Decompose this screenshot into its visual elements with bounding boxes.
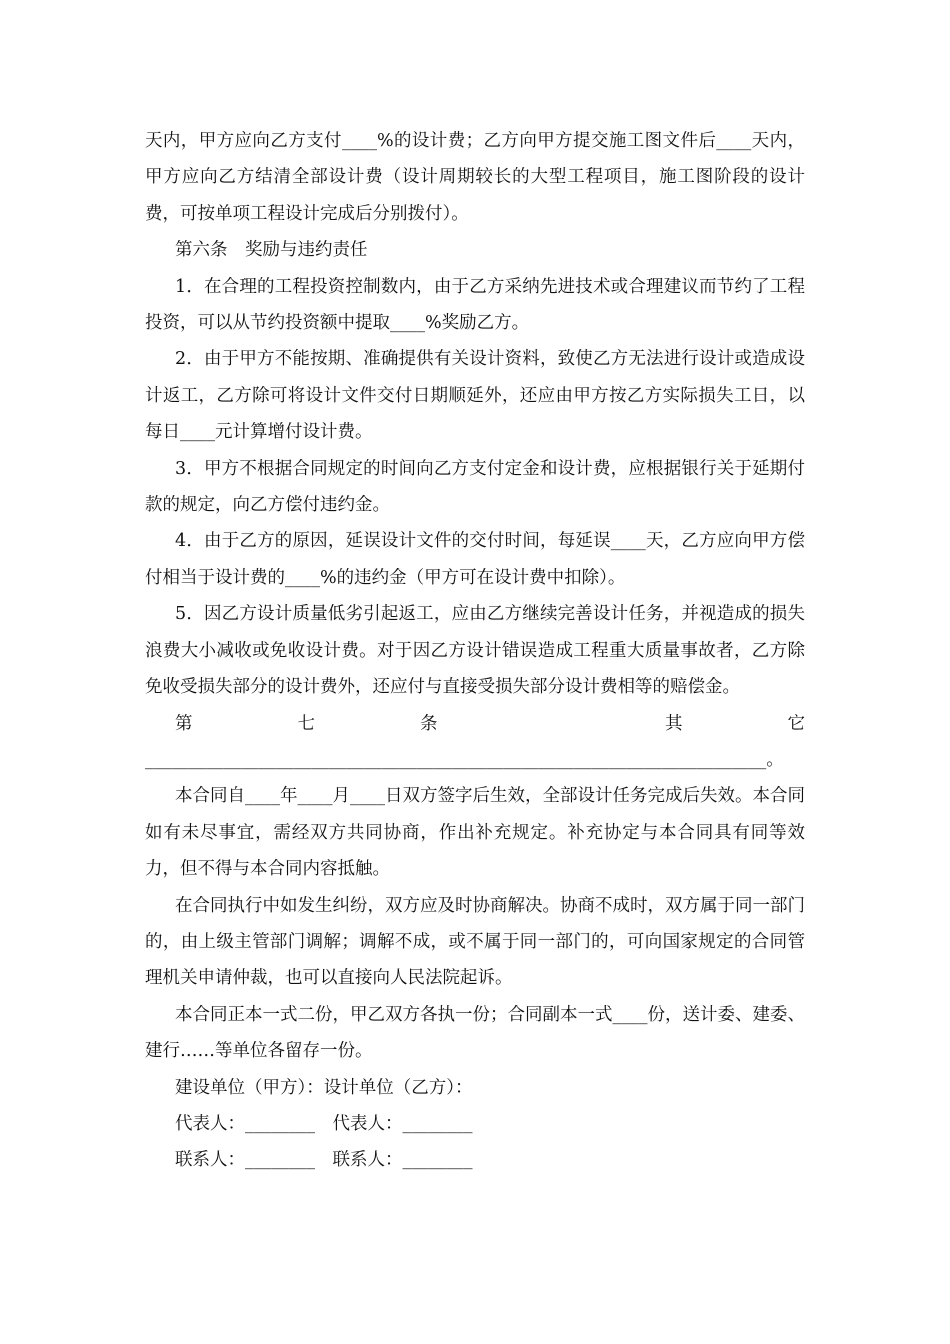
contract-body <box>145 123 805 1179</box>
article-seven-paragraph: 第七条 其它_______________________________________________________________________。 <box>145 713 805 770</box>
clause-4-paragraph: 4．由于乙方的原因，延误设计文件的交付时间，每延误____天，乙方应向甲方偿付相当于设计费的____%的违约金（甲方可在设计费中扣除）。 <box>145 531 805 588</box>
effective-date-paragraph: 本合同自____年____月____日双方签字后生效，全部设计任务完成后失效。本合同如有未尽事宜，需经双方共同协商，作出补充规定。补充协定与本合同具有同等效力，但不得与本合同内容抵触。 <box>145 786 805 880</box>
clause-2-paragraph: 2．由于甲方不能按期、准确提供有关设计资料，致使乙方无法进行设计或造成设计返工，乙方除可将设计文件交付日期顺延外，还应由甲方按乙方实际损失工日，以每日____元计算增付设计费。 <box>145 349 805 443</box>
copies-paragraph: 本合同正本一式二份，甲乙双方各执一份；合同副本一式____份，送计委、建委、建行……等单位各留存一份。 <box>145 1004 805 1062</box>
article-six-heading: 第六条 奖励与违约责任 <box>175 240 368 261</box>
payment-terms-paragraph: 天内，甲方应向乙方支付____%的设计费；乙方向甲方提交施工图文件后____天内，甲方应向乙方结清全部设计费（设计周期较长的大型工程项目，施工图阶段的设计费，可按单项工程设计完成后分别拨付）。 <box>145 131 805 224</box>
clause-1-paragraph: 1．在合理的工程投资控制数内，由于乙方采纳先进技术或合理建议而节约了工程投资，可以从节约投资额中提取____%奖励乙方。 <box>145 276 805 334</box>
signing-parties-line: 建设单位（甲方）：设计单位（乙方）： <box>175 1077 473 1098</box>
contact-person-line: 联系人：________ 联系人：________ <box>175 1150 473 1171</box>
clause-5-paragraph: 5．因乙方设计质量低劣引起返工，应由乙方继续完善设计任务，并视造成的损失浪费大小减收或免收设计费。对于因乙方设计错误造成工程重大质量事故者，乙方除免收受损失部分的设计费外，还应付与直接受损失部分设计费相等的赔偿金。 <box>145 604 805 698</box>
clause-3-paragraph: 3．甲方不根据合同规定的时间向乙方支付定金和设计费，应根据银行关于延期付款的规定，向乙方偿付违约金。 <box>145 458 805 516</box>
representative-line: 代表人：________ 代表人：________ <box>175 1113 473 1134</box>
dispute-resolution-paragraph: 在合同执行中如发生纠纷，双方应及时协商解决。协商不成时，双方属于同一部门的，由上级主管部门调解；调解不成，或不属于同一部门的，可向国家规定的合同管理机关申请仲裁，也可以直接向人民法院起诉。 <box>145 895 805 989</box>
